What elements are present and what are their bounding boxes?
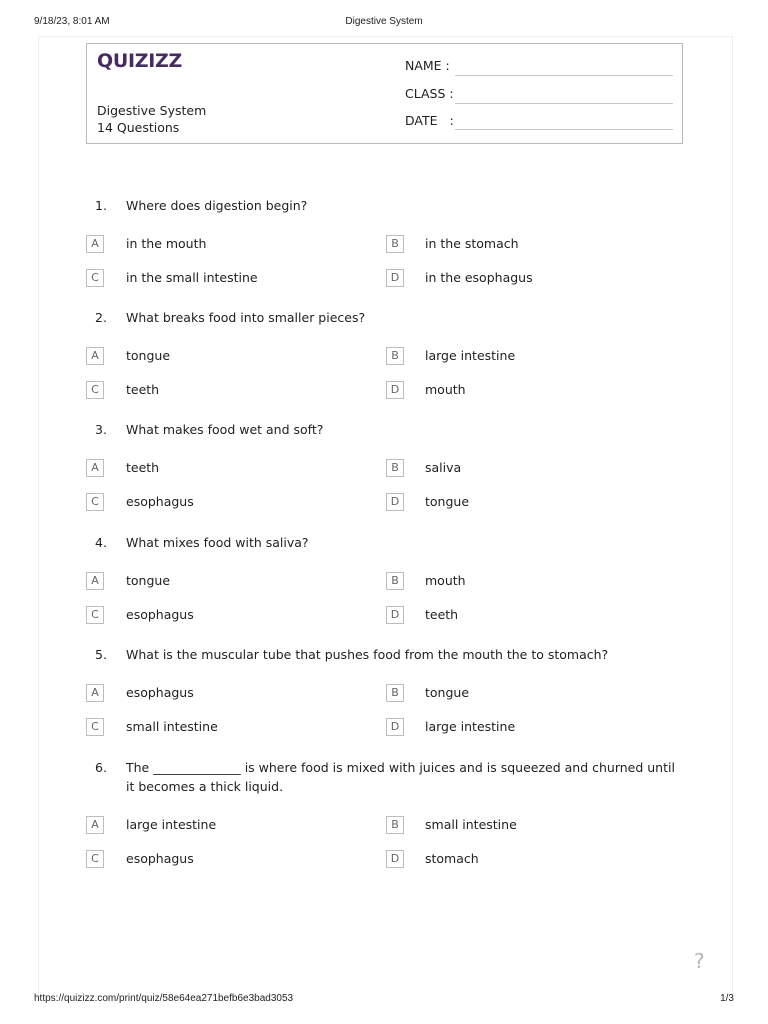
quiz-title: Digestive System [97, 103, 207, 118]
option-letter-box: A [86, 816, 104, 834]
option-letter-box: B [386, 347, 404, 365]
option-text: small intestine [126, 719, 218, 734]
page-url: https://quizizz.com/print/quiz/58e64ea271befb6e3bad3053 [34, 993, 294, 1004]
page-number: 1/3 [720, 993, 734, 1004]
question-count: 14 Questions [97, 120, 180, 135]
date-label: DATE : [405, 113, 454, 128]
name-line [455, 75, 673, 76]
option-text: esophagus [126, 851, 194, 866]
option-text: mouth [425, 573, 466, 588]
question-text: What is the muscular tube that pushes food from the mouth the to stomach? [126, 647, 609, 662]
option-text: large intestine [425, 348, 516, 363]
question-text: What breaks food into smaller pieces? [126, 310, 366, 325]
option-text: esophagus [126, 494, 194, 509]
option-text: mouth [425, 382, 466, 397]
name-label: NAME : [405, 58, 450, 73]
option-letter-box: C [86, 269, 104, 287]
class-label: CLASS : [405, 86, 454, 101]
question-number: 5. [95, 647, 107, 662]
option-letter-box: D [386, 381, 404, 399]
question-text: What mixes food with saliva? [126, 535, 309, 550]
option-letter-box: C [86, 381, 104, 399]
option-letter-box: A [86, 684, 104, 702]
option-text: in the esophagus [425, 270, 533, 285]
question-text: Where does digestion begin? [126, 198, 308, 213]
option-letter-box: D [386, 606, 404, 624]
option-letter-box: C [86, 718, 104, 736]
quizizz-logo: QUIZIZZ [97, 50, 182, 72]
option-text: large intestine [425, 719, 516, 734]
question-number: 1. [95, 198, 107, 213]
option-text: small intestine [425, 817, 517, 832]
option-text: saliva [425, 460, 462, 475]
date-line [455, 129, 673, 130]
option-text: teeth [425, 607, 459, 622]
question-number: 3. [95, 422, 107, 437]
option-text: in the small intestine [126, 270, 258, 285]
option-text: esophagus [126, 685, 194, 700]
class-line [455, 103, 673, 104]
question-number: 2. [95, 310, 107, 325]
print-title: Digestive System [345, 16, 423, 27]
option-text: esophagus [126, 607, 194, 622]
question-number: 4. [95, 535, 107, 550]
question-text: What makes food wet and soft? [126, 422, 324, 437]
option-letter-box: A [86, 459, 104, 477]
option-text: teeth [126, 460, 160, 475]
question-mark-icon[interactable]: ? [694, 949, 705, 973]
option-letter-box: B [386, 572, 404, 590]
option-letter-box: B [386, 235, 404, 253]
option-text: tongue [126, 348, 171, 363]
option-letter-box: A [86, 347, 104, 365]
option-letter-box: D [386, 493, 404, 511]
option-letter-box: A [86, 235, 104, 253]
option-letter-box: C [86, 606, 104, 624]
print-datetime: 9/18/23, 8:01 AM [34, 16, 110, 27]
print-header [34, 16, 734, 30]
option-text: teeth [126, 382, 160, 397]
option-text: stomach [425, 851, 479, 866]
option-letter-box: D [386, 269, 404, 287]
option-text: tongue [425, 494, 470, 509]
worksheet-header [86, 43, 683, 144]
option-letter-box: A [86, 572, 104, 590]
print-footer [34, 993, 734, 1007]
option-letter-box: B [386, 459, 404, 477]
option-letter-box: D [386, 850, 404, 868]
option-letter-box: D [386, 718, 404, 736]
question-number: 6. [95, 760, 107, 775]
option-text: large intestine [126, 817, 217, 832]
option-text: in the mouth [126, 236, 207, 251]
option-letter-box: B [386, 816, 404, 834]
option-text: tongue [126, 573, 171, 588]
option-text: tongue [425, 685, 470, 700]
option-letter-box: C [86, 850, 104, 868]
option-letter-box: B [386, 684, 404, 702]
option-letter-box: C [86, 493, 104, 511]
option-text: in the stomach [425, 236, 519, 251]
question-text: The ______________ is where food is mixed with juices and is squeezed and churned until it becomes a thick liquid. [126, 760, 675, 794]
